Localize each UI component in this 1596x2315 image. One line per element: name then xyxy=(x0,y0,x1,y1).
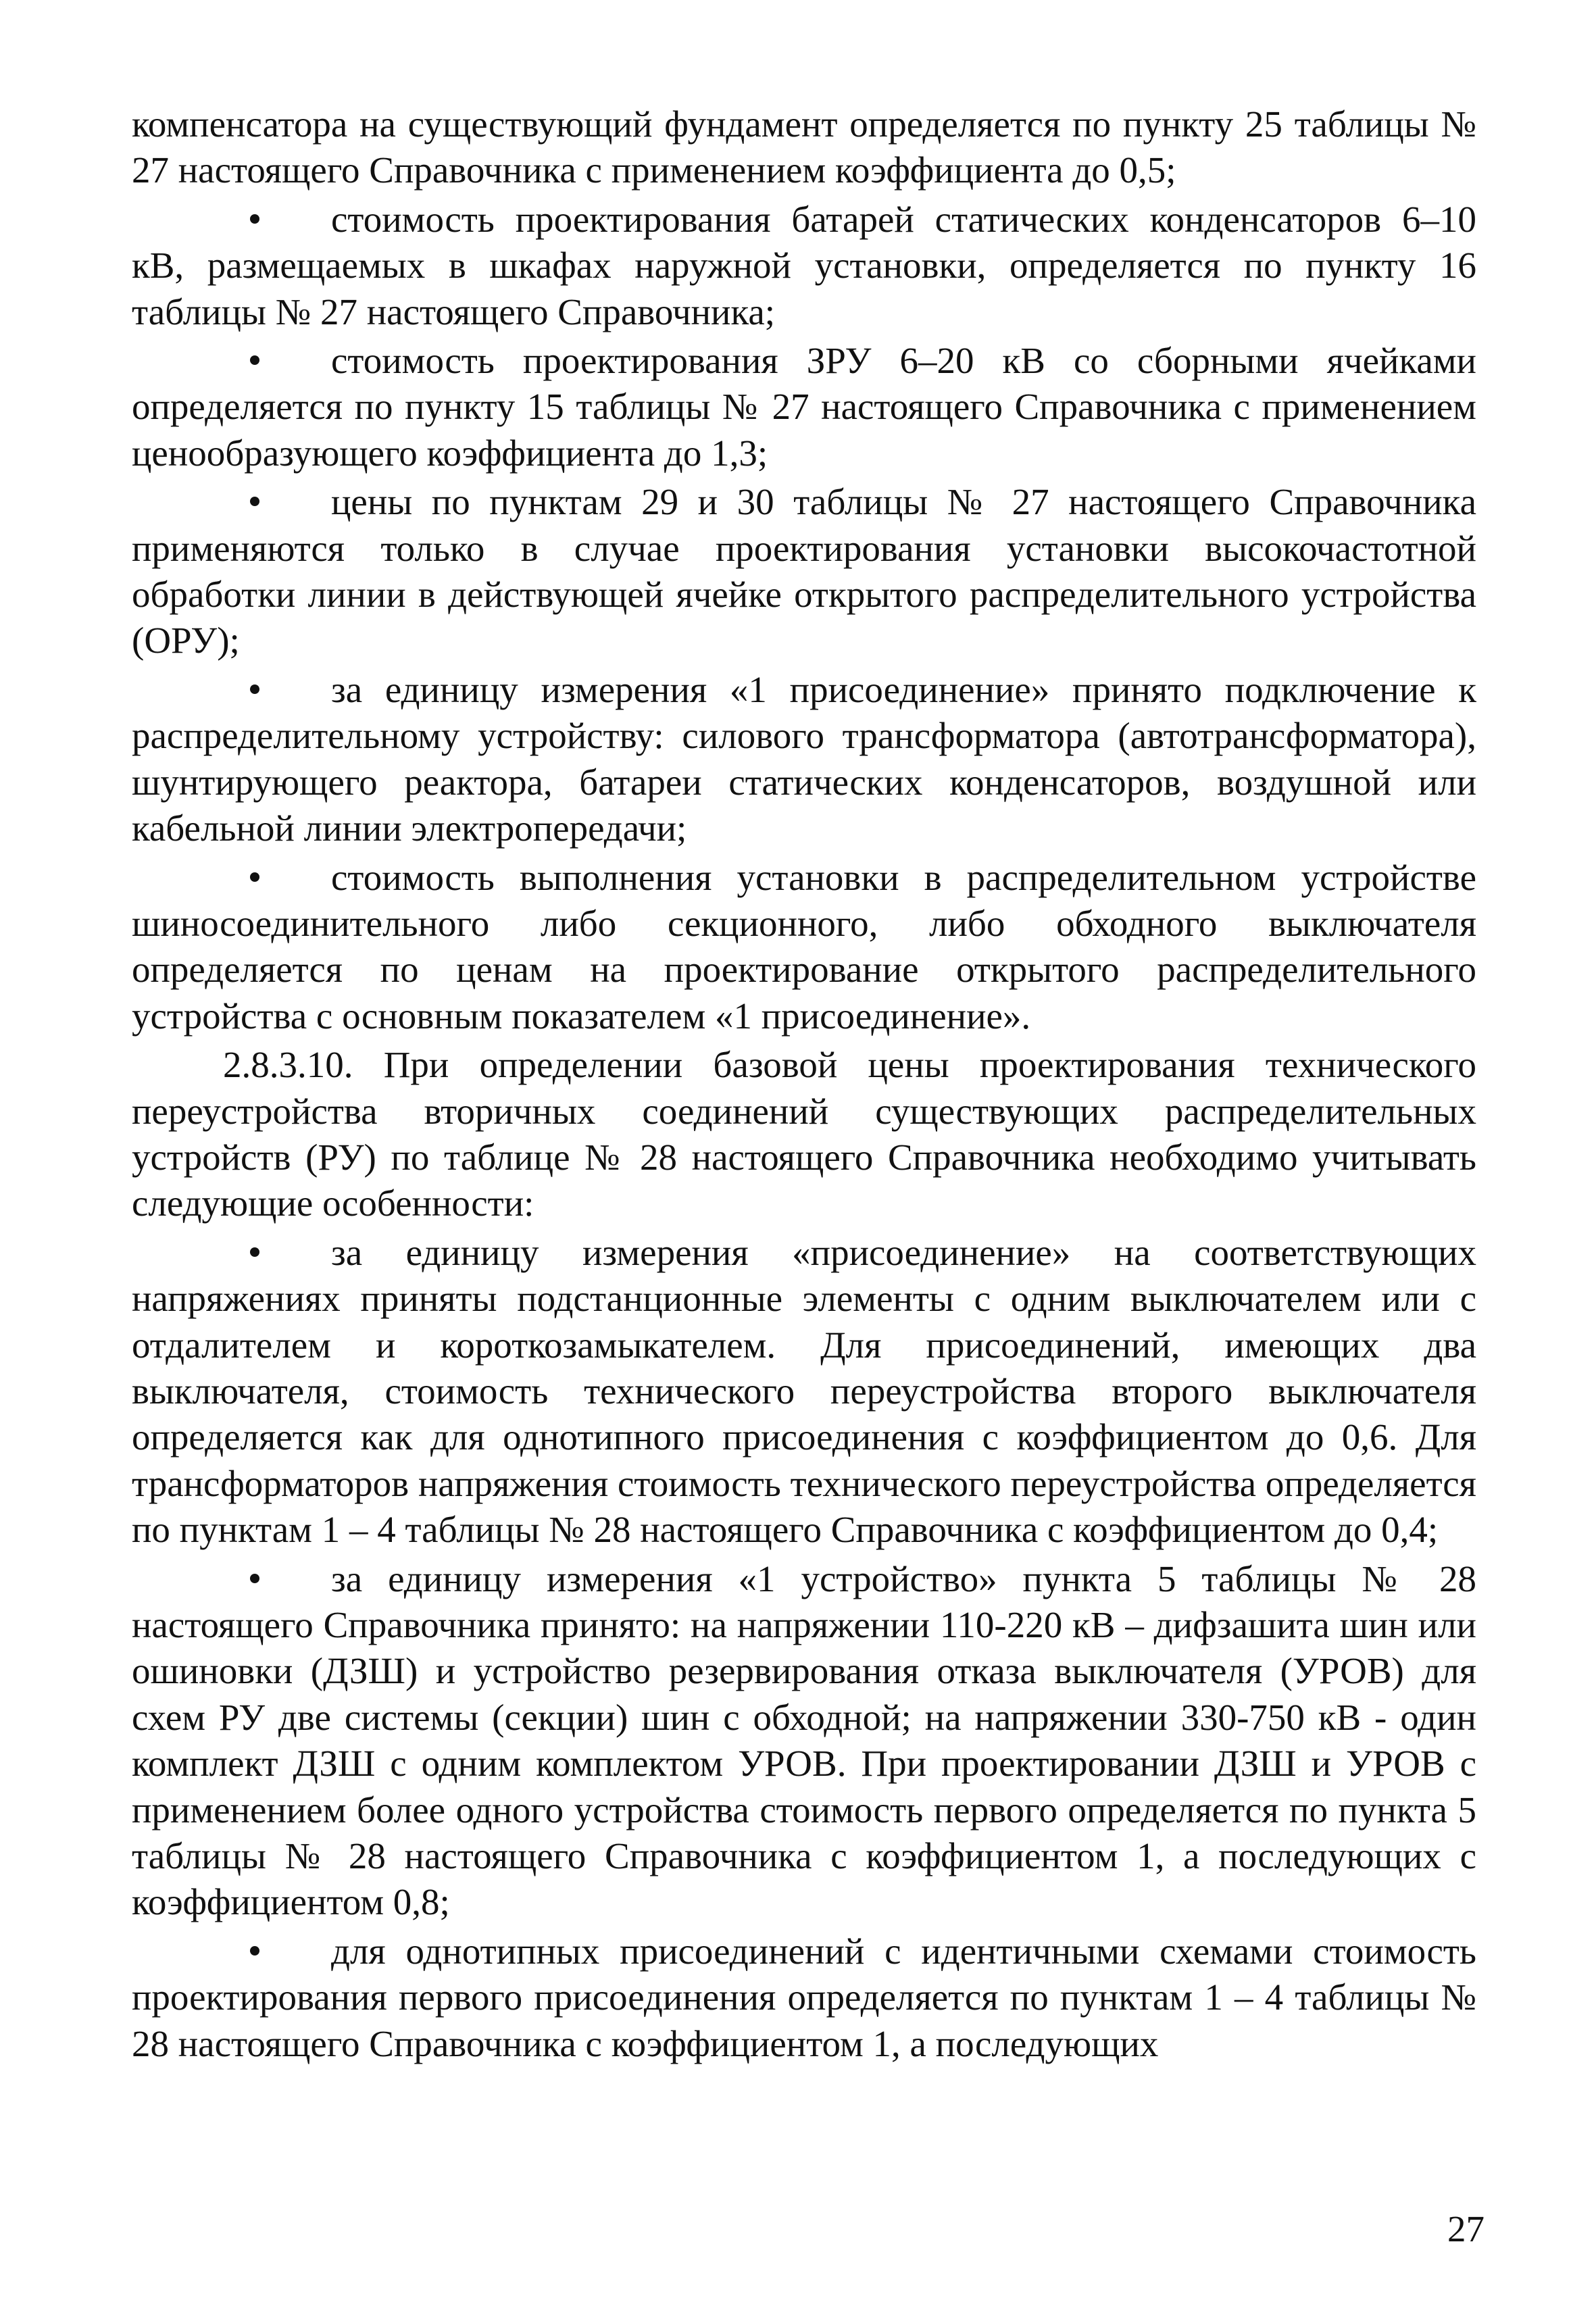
bullet-text: цены по пунктам 29 и 30 таблицы № 27 настоящего Справочника применяются только в случае проектирования установки высокочастотной обработки линии в действующей ячейке открытого распределительного устройства (ОРУ); xyxy=(132,481,1476,662)
bullet-icon xyxy=(250,872,259,882)
bullet-icon xyxy=(250,214,259,224)
document-body xyxy=(132,101,1476,2070)
bullet-paragraph xyxy=(132,855,1476,1040)
page-number: 27 xyxy=(1447,2208,1485,2249)
bullet-paragraph xyxy=(132,667,1476,852)
bullet-paragraph xyxy=(132,1230,1476,1553)
bullet-icon xyxy=(250,684,259,694)
bullet-text: за единицу измерения «1 присоединение» принято подключение к распределительному устройству: силового трансформатора (автотрансформатора), шунтирующего реактора, батареи статических конденсаторов, воздушной или кабельной линии электропередачи; xyxy=(132,668,1476,849)
bullet-text: стоимость проектирования батарей статических конденсаторов 6–10 кВ, размещаемых в шкафах наружной установки, определяется по пункту 16 таблицы № 27 настоящего Справочника; xyxy=(132,198,1476,332)
bullet-icon xyxy=(250,355,259,365)
bullet-paragraph xyxy=(132,197,1476,335)
bullet-text: за единицу измерения «присоединение» на соответствующих напряжениях приняты подстанционные элементы с одним выключателем или с отдалителем и короткозамыкателем. Для присоединений, имеющих два выключателя, стоимость технического переустройства второго выключателя определяется как для однотипного присоединения с коэффициентом до 0,6. Для трансформаторов напряжения стоимость технического переустройства определяется по пунктам 1 – 4 таблицы № 28 настоящего Справочника с коэффициентом до 0,4; xyxy=(132,1231,1476,1551)
bullet-icon xyxy=(250,1247,259,1257)
bullet-text: стоимость проектирования ЗРУ 6–20 кВ со сборными ячейками определяется по пункту 15 таблицы № 27 настоящего Справочника с применением ценообразующего коэффициента до 1,3; xyxy=(132,340,1476,474)
paragraph-continuation: компенсатора на существующий фундамент определяется по пункту 25 таблицы № 27 настоящего Справочника с применением коэффициента до 0,5; xyxy=(132,103,1476,191)
bullet-icon xyxy=(250,497,259,506)
bullet-icon xyxy=(250,1946,259,1956)
bullet-paragraph xyxy=(132,338,1476,476)
numbered-paragraph: 2.8.3.10. При определении базовой цены проектирования технического переустройства вторичных соединений существующих распределительных устройств (РУ) по таблице № 28 настоящего Справочника необходимо учитывать следующие особенности: xyxy=(132,1044,1476,1224)
bullet-text: для однотипных присоединений с идентичными схемами стоимость проектирования первого присоединения определяется по пунктам 1 – 4 таблицы № 28 настоящего Справочника с коэффициентом 1, а последующих xyxy=(132,1930,1476,2064)
bullet-text: стоимость выполнения установки в распределительном устройстве шиносоединительного либо секционного, либо обходного выключателя определяется по ценам на проектирование открытого распределительного устройства с основным показателем «1 присоединение». xyxy=(132,856,1476,1037)
bullet-paragraph xyxy=(132,1556,1476,1926)
bullet-paragraph xyxy=(132,479,1476,664)
bullet-paragraph xyxy=(132,1928,1476,2067)
bullet-icon xyxy=(250,1574,259,1583)
bullet-text: за единицу измерения «1 устройство» пункта 5 таблицы № 28 настоящего Справочника принято: на напряжении 110-220 кВ – дифзашита шин или ошиновки (ДЗШ) и устройство резервирования отказа выключателя (УРОВ) для схем РУ две системы (секции) шин с обходной; на напряжении 330-750 кВ - один комплект ДЗШ с одним комплектом УРОВ. При проектировании ДЗШ и УРОВ с применением более одного устройства стоимость первого определяется по пункта 5 таблицы № 28 настоящего Справочника с коэффициентом 1, а последующих с коэффициентом 0,8; xyxy=(132,1558,1476,1923)
